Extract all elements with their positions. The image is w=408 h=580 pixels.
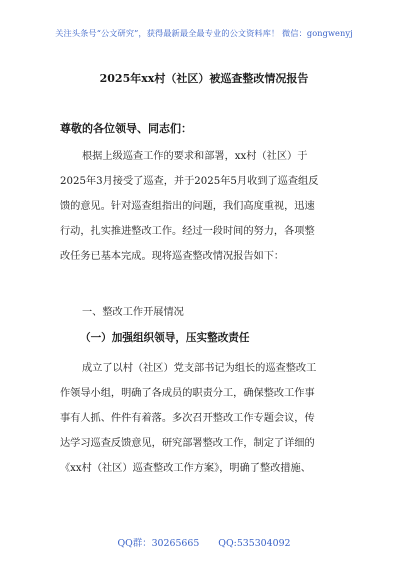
footer-qq-contact: QQ:535304092 — [218, 538, 291, 549]
intro-line: 馈的意见。针对巡查组指出的问题，我们高度重视，迅速 — [60, 201, 315, 212]
section-heading: 一、整改工作开展情况 — [82, 307, 184, 318]
body-line: 达学习巡查反馈意见，研究部署整改工作，制定了详细的 — [60, 438, 315, 449]
body-line: 作领导小组，明确了各成员的职责分工，确保整改工作事 — [60, 388, 315, 399]
intro-line: 根据上级巡查工作的要求和部署，xx村（社区）于 — [82, 151, 308, 162]
header-note: 关注头条号“公文研究”，获得最新最全最专业的公文资料库！ 微信：gongwenyj — [55, 28, 353, 38]
footer-qq-group: QQ群：30265665 — [117, 538, 200, 549]
footer — [0, 535, 408, 549]
body-line: 《xx村（社区）巡查整改工作方案》，明确了整改措施、 — [60, 463, 311, 474]
body-line: 事有人抓、件件有着落。多次召开整改工作专题会议，传 — [60, 413, 315, 424]
body-line: 成立了以村（社区）党支部书记为组长的巡查整改工 — [82, 363, 317, 374]
intro-paragraph — [60, 144, 350, 269]
intro-line: 改任务已基本完成。现将巡查整改情况报告如下： — [60, 251, 285, 262]
intro-line: 2025年3月接受了巡查，并于2025年5月收到了巡查组反 — [60, 176, 319, 187]
document-title: 2025年xx村（社区）被巡查整改情况报告 — [99, 72, 309, 85]
salutation: 尊敬的各位领导、同志们： — [60, 122, 192, 135]
intro-line: 行动，扎实推进整改工作。经过一段时间的努力，各项整 — [60, 226, 315, 237]
sub-heading: （一）加强组织领导，压实整改责任 — [80, 332, 250, 344]
body-paragraph — [60, 356, 350, 481]
